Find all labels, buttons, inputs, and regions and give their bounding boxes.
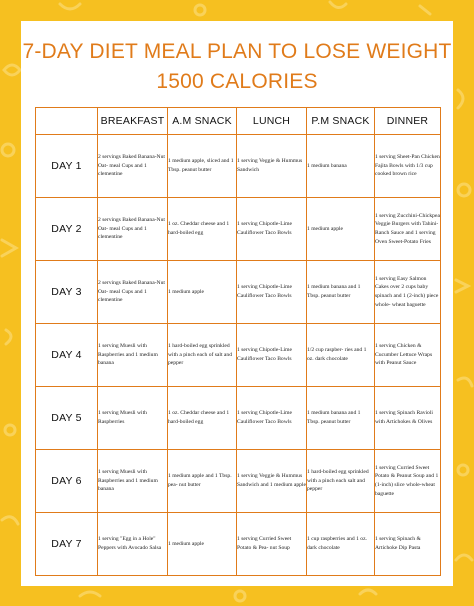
pm-snack-cell: 1/2 cup raspber- ries and 1 oz. dark chocolate — [307, 324, 375, 387]
day-label: DAY 4 — [36, 324, 98, 387]
pm-snack-cell: 1 cup raspberries and 1 oz. dark chocolate — [307, 513, 375, 576]
breakfast-cell: 2 servings Baked Banana-Nut Oat- meal Cups and 1 clementine — [98, 198, 168, 261]
pm-snack-cell: 1 hard-boiled egg sprinkled with a pinch each salt and pepper — [307, 450, 375, 513]
breakfast-cell: 2 servings Baked Banana-Nut Oat- meal Cups and 1 clementine — [98, 135, 168, 198]
table-row — [36, 198, 441, 261]
dinner-cell: 1 serving Spinach Ravioli with Artichokes & Olives — [375, 387, 441, 450]
table-row — [36, 387, 441, 450]
table-row — [36, 513, 441, 576]
meal-plan-card — [21, 21, 453, 586]
pm-snack-cell: 1 medium apple — [307, 198, 375, 261]
table-header-row — [36, 108, 441, 135]
dinner-cell: 1 serving Easy Salmon Cakes over 2 cups baby spinach and 1 (2-inch) piece whole- wheat baguette — [375, 261, 441, 324]
pm-snack-cell: 1 medium banana and 1 Tbsp. peanut butter — [307, 261, 375, 324]
day-label: DAY 5 — [36, 387, 98, 450]
lunch-cell: 1 serving Chipotle-Lime Cauliflower Taco Bowls — [237, 387, 307, 450]
day-label: DAY 7 — [36, 513, 98, 576]
header-breakfast: BREAKFAST — [98, 108, 168, 135]
dinner-cell: 1 serving Chicken & Cucumber Lettuce Wraps with Peanut Sauce — [375, 324, 441, 387]
header-pm-snack: P.M SNACK — [307, 108, 375, 135]
page-title — [21, 37, 453, 97]
breakfast-cell: 1 serving Muesli with Raspberries and 1 medium banana — [98, 450, 168, 513]
header-empty-corner — [36, 108, 98, 135]
table-row — [36, 135, 441, 198]
header-dinner: DINNER — [375, 108, 441, 135]
lunch-cell: 1 serving Veggie & Hummus Sandwich and 1 medium apple — [237, 450, 307, 513]
am-snack-cell: 1 medium apple and 1 Tbsp. pea- nut butter — [168, 450, 237, 513]
breakfast-cell: 1 serving Muesli with Raspberries — [98, 387, 168, 450]
lunch-cell: 1 serving Chipotle-Lime Cauliflower Taco Bowls — [237, 324, 307, 387]
pm-snack-cell: 1 medium banana — [307, 135, 375, 198]
table-row — [36, 450, 441, 513]
lunch-cell: 1 serving Chipotle-Lime Cauliflower Taco Bowls — [237, 261, 307, 324]
dinner-cell: 1 serving Sheet-Pan Chicken Fajita Bowls with 1/3 cup cooked brown rice — [375, 135, 441, 198]
breakfast-cell: 1 serving Muesli with Raspberries and 1 medium banana — [98, 324, 168, 387]
dinner-cell: 1 serving Curried Sweet Potato & Peanut Soup and 1 (1-inch) slice whole-wheat baguette — [375, 450, 441, 513]
day-label: DAY 6 — [36, 450, 98, 513]
am-snack-cell: 1 hard-boiled egg sprinkled with a pinch each of salt and pepper — [168, 324, 237, 387]
meal-plan-table — [35, 107, 441, 576]
lunch-cell: 1 serving Veggie & Hummus Sandwich — [237, 135, 307, 198]
day-label: DAY 1 — [36, 135, 98, 198]
dinner-cell: 1 serving Zucchini-Chickpea Veggie Burgers with Tahini-Ranch Sauce and 1 serving Oven Sweet-Potato Fries — [375, 198, 441, 261]
table-row — [36, 261, 441, 324]
lunch-cell: 1 serving Curried Sweet Potato & Pea- nut Soup — [237, 513, 307, 576]
table-row — [36, 324, 441, 387]
pm-snack-cell: 1 medium banana and 1 Tbsp. peanut butter — [307, 387, 375, 450]
am-snack-cell: 1 oz. Cheddar cheese and 1 hard-boiled egg — [168, 387, 237, 450]
am-snack-cell: 1 medium apple, sliced and 1 Tbsp. peanut butter — [168, 135, 237, 198]
day-label: DAY 3 — [36, 261, 98, 324]
breakfast-cell: 1 serving "Egg in a Hole" Peppers with Avocado Salsa — [98, 513, 168, 576]
breakfast-cell: 2 servings Baked Banana-Nut Oat- meal Cups and 1 clementine — [98, 261, 168, 324]
title-line-2: 1500 CALORIES — [156, 70, 318, 93]
am-snack-cell: 1 medium apple — [168, 261, 237, 324]
title-line-1: 7-DAY DIET MEAL PLAN TO LOSE WEIGHT — [22, 40, 452, 63]
dinner-cell: 1 serving Spinach & Artichoke Dip Pasta — [375, 513, 441, 576]
header-lunch: LUNCH — [237, 108, 307, 135]
header-am-snack: A.M SNACK — [168, 108, 237, 135]
am-snack-cell: 1 medium apple — [168, 513, 237, 576]
lunch-cell: 1 serving Chipotle-Lime Cauliflower Taco Bowls — [237, 198, 307, 261]
day-label: DAY 2 — [36, 198, 98, 261]
am-snack-cell: 1 oz. Cheddar cheese and 1 hard-boiled egg — [168, 198, 237, 261]
